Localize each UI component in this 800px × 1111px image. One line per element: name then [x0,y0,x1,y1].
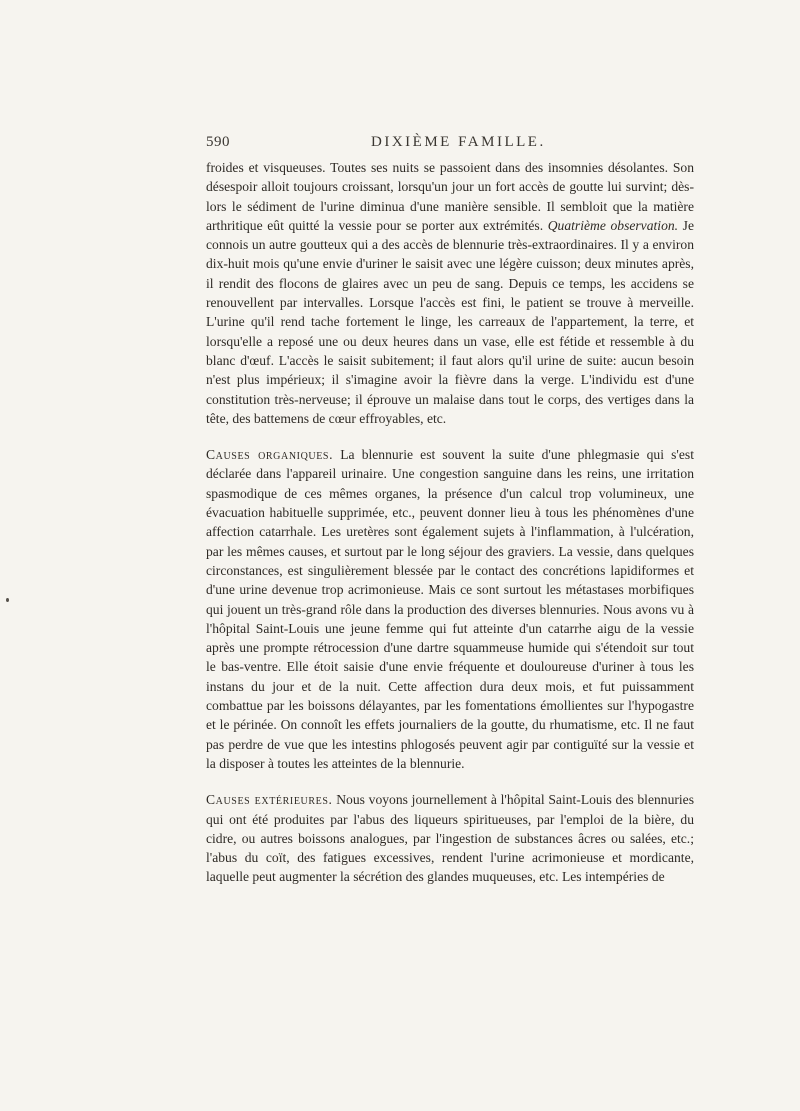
paragraph-text: La blennurie est souvent la suite d'une phlegmasie qui s'est déclarée dans l'appareil urinaire. Une congestion sanguine dans les reins, une irritation spasmodique de ces mêmes organes, la présence d'un calcul trop volumineux, une évacuation habituelle supprimée, etc., peuvent donner lieu à tous les phénomènes d'une affection catarrhale. Les uretères sont également sujets à l'inflammation, à l'ulcération, par les mêmes causes, et surtout par le long séjour des graviers. La vessie, dans quelques circonstances, est singulièrement blessée par le contact des concrétions lapidiformes et d'une urine devenue trop acrimonieuse. Mais ce sont surtout les métastases morbifiques qui jouent un très-grand rôle dans la production des diverses blennuries. Nous avons vu à l'hôpital Saint-Louis une jeune femme qui fut atteinte d'un catarrhe aigu de la vessie après une prompte rétrocession d'une dartre squammeuse humide qui s'étendoit sur tout le bas-ventre. Elle étoit saisie d'une envie fréquente et douloureuse d'uriner à tous les instans du jour et de la nuit. Cette affection dura deux mois, et fut puissamment combattue par les boissons délayantes, par les fomentations émollientes sur l'hypogastre et le périnée. On connoît les effets journaliers de la goutte, du rhumatisme, etc. Il ne faut pas perdre de vue que les intestins phlogosés peuvent agir par contiguïté sur la vessie et la disposer à toutes les atteintes de la blennurie. [206,447,694,771]
paragraph-text: Nous voyons journellement à l'hôpital Saint-Louis des blennuries qui ont été produites par l'abus des liqueurs spiritueuses, par l'emploi de la bière, du cidre, ou autres boissons analogues, par l'ingestion de substances âcres ou salées, etc.; l'abus du coït, des fatigues excessives, rendent l'urine acrimonieuse et mordicante, laquelle peut augmenter la sécrétion des glandes muqueuses, etc. Les intempéries de [206,792,695,885]
paragraph-observation [206,158,694,428]
paper-speck [6,598,9,602]
paragraph-causes-exterieures [206,790,694,886]
running-head: DIXIÈME FAMILLE. [371,134,546,150]
page-header [206,134,694,154]
section-lead: Causes extérieures. [206,792,333,808]
page-number: 590 [206,134,230,150]
italic-heading: Quatrième observation. [547,217,679,233]
paragraph-text: froides et visqueuses. Toutes ses nuits se passoient dans des insomnies désolantes. Son désespoir alloit toujours croissant, lorsqu'un jour un fort accès de goutte lui survint; dès-lors le sédiment de l'urine diminua d'une manière sensible. Il sembloit que la matière arthritique eût quitté la vessie pour se porter aux extrémités. [206,160,694,233]
section-lead: Causes organiques. [206,447,334,463]
paragraph-causes-organiques [206,445,694,773]
body-text [206,158,694,887]
paragraph-text-continued: Je connois un autre goutteux qui a des accès de blennurie très-extraordinaires. Il y a environ dix-huit mois qu'une envie d'uriner le saisit avec une légère cuisson; deux minutes après, il rendit des flocons de glaires avec un peu de sang. Depuis ce temps, les accidens se renouvellent par intervalles. Lorsque l'accès est fini, le patient se trouve à merveille. L'urine qu'il rend tache fortement le linge, les carreaux de l'appartement, la terre, et lorsqu'elle a reposé une ou deux heures dans un vase, elle est fétide et ressemble à du blanc d'œuf. L'accès le saisit subitement; il faut alors qu'il urine de suite: aucun besoin n'est plus impérieux; il s'imagine avoir la fièvre dans la verge. L'individu est d'une constitution très-nerveuse; il éprouve un malaise dans tout le corps, des vertiges dans la tête, des battemens de cœur effroyables, etc. [206,217,695,426]
